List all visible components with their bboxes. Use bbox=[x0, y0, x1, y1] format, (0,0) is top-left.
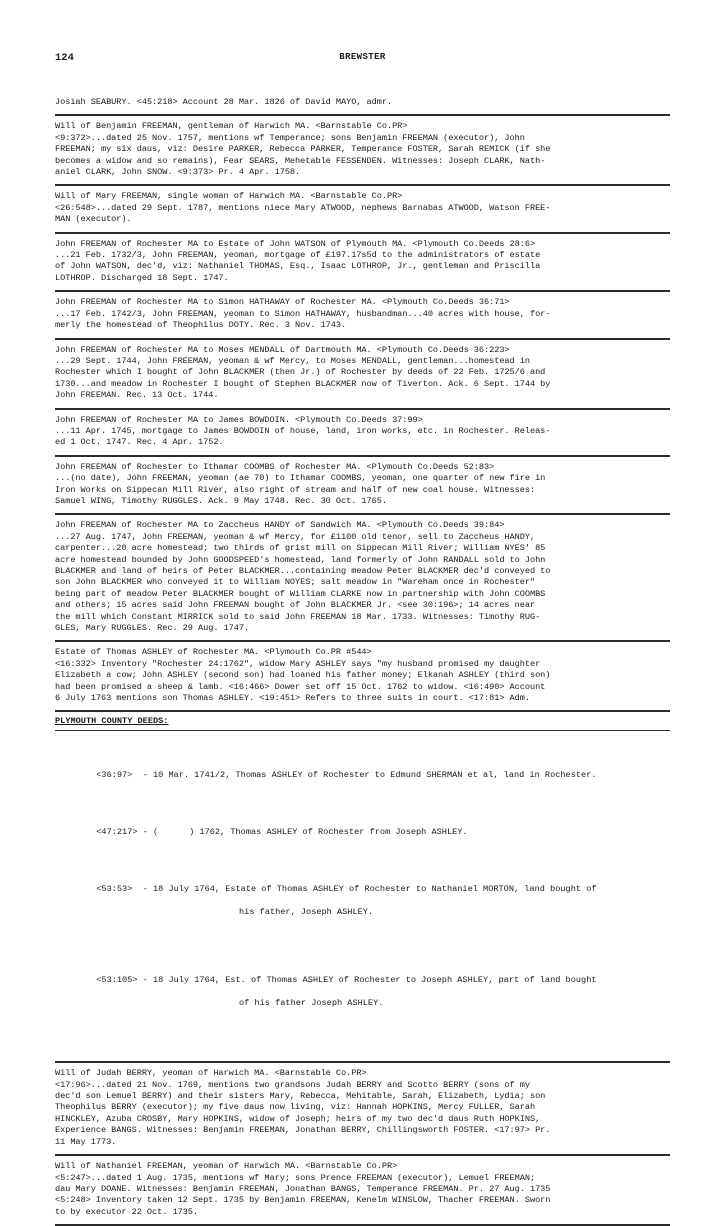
running-title: BREWSTER bbox=[339, 52, 386, 62]
page-number: 124 bbox=[55, 52, 74, 64]
deed-line: <47:217> - ( ) 1762, Thomas ASHLEY of Rochester from Joseph ASHLEY. bbox=[96, 827, 468, 838]
record-list bbox=[55, 97, 670, 1226]
deed-row bbox=[55, 873, 670, 941]
section-heading bbox=[55, 712, 670, 729]
record-entry: Will of Nathaniel FREEMAN, yeoman of Harwich MA. <Barnstable Co.PR> <5:247>...dated 1 Aug. 1735, mentions wf Mary; sons Prence FREEMAN (executor), Lemuel FREEMAN; dau Mary DOANE. Witnesses: Benjamin FREEMAN, Jonathan BANGS, Temperance FREEMAN. Pr. 27 Aug. 1735 <5:248> Inventory taken 12 Sept. 1735 by Benjamin FREEMAN, Kenelm WINSLOW, Thacher FREEMAN. Sworn to by executor 22 Oct. 1735. bbox=[55, 1161, 551, 1217]
deed-line: <36:97> - 10 Mar. 1741/2, Thomas ASHLEY of Rochester to Edmund SHERMAN et al, land in Rochester. bbox=[96, 770, 597, 781]
record-entry: Will of Mary FREEMAN, single woman of Harwich MA. <Barnstable Co.PR> <26:548>...dated 29 Sept. 1787, mentions niece Mary ATWOOD, nephews Barnabas ATWOOD, Watson FREE- MAN (executor). bbox=[55, 191, 551, 225]
record-entry: John FREEMAN of Rochester MA to Estate of John WATSON of Plymouth MA. <Plymouth Co.Deeds 28:6> ...21 Feb. 1732/3, John FREEMAN, yeoman, mortgage of £197.17s5d to the administrators of estate of John WATSON, dec'd, viz: Nathaniel THOMAS, Esq., Isaac LOTHROP, Jr., gentleman and Priscilla LOTHROP. Discharged 18 Sept. 1747. bbox=[55, 238, 541, 283]
deed-line-continuation: his father, Joseph ASHLEY. bbox=[239, 906, 374, 917]
page-header bbox=[55, 52, 670, 68]
deed-line: <53:105> - 18 July 1764, Est. of Thomas ASHLEY of Rochester to Joseph ASHLEY, part of land bought bbox=[96, 975, 597, 986]
record-entry: Josiah SEABURY. <45:218> Account 28 Mar. 1826 of David MAYO, admr. bbox=[55, 97, 393, 107]
deed-list bbox=[55, 731, 670, 1061]
record-entry: John FREEMAN of Rochester to Ithamar COOMBS of Rochester MA. <Plymouth Co.Deeds 52:83> ...(no date), John FREEMAN, yeoman (ae 70) to Ithamar COOMBS, yeoman, one quarter of new fire in Iron Works on Sippecan Mill River, also right of stream and half of new coal house. Witnesses: Samuel WING, Timothy RUGGLES. Ack. 9 May 1748. Rec. 30 Oct. 1765. bbox=[55, 461, 546, 506]
record-entry: Will of Judah BERRY, yeoman of Harwich MA. <Barnstable Co.PR> <17:96>...dated 21 Nov. 1769, mentions two grandsons Judah BERRY and Scotto BERRY (sons of my dec'd son Lemuel BERRY) and their sisters Mary, Rebecca, Mehitable, Sarah, Elizabeth, Lydia; son Theophilus BERRY (executor); my five daus now living, viz: Hannah HOPKINS, Mercy FULLER, Sarah HINCKLEY, Azuba CROSBY, Mary HOPKINS, widow of Joseph; heirs of my two dec'd daus Ruth HOPKINS, Experience BANGS. Witnesses: Benjamin FREEMAN, Jonathan BERRY, Chillingsworth FOSTER. <17:97> Pr. 11 May 1773. bbox=[55, 1068, 551, 1147]
deeds-heading-text: PLYMOUTH COUNTY DEEDS: bbox=[55, 716, 169, 727]
record-entry: John FREEMAN of Rochester MA to Simon HATHAWAY of Rochester MA. <Plymouth Co.Deeds 36:71> ...17 Feb. 1742/3, John FREEMAN, yeoman to Simon HATHAWAY, husbandman...40 acres with house, for- merly the homestead of Theophilus DOTY. Rec. 3 Nov. 1743. bbox=[55, 297, 551, 331]
record-entry: John FREEMAN of Rochester MA to Zaccheus HANDY of Sandwich MA. <Plymouth Co.Deeds 39:84> ...27 Aug. 1747, John FREEMAN, yeoman & wf Mercy, for £1100 old tenor, sell to Zaccheus HANDY, carpenter...20 acre homestead; two thirds of grist mill on Sippecan Mill River; William NYES' 85 acre homestead bounded by John GOODSPEED's homestead, land formerly of John RANDALL sold to John BLACKMER and land of heirs of Peter BLACKMER...containing meadow Peter BLACKMER dec'd conveyed to son John BLACKMER who conveyed it to William NOYES; salt meadow in "Wareham once in Rochester" being part of meadow Peter BLACKMER bought of William CLARKE now in partnership with John COOMBS and others; 15 acres said John FREEMAN bought of John BLACKMER Jr. <see 30:196>; 14 acres near the mill which Constant MIRRICK sold to said John FREEMAN 18 Mar. 1733. Witnesses: Timothy RUG- GLES, Mary RUGGLES. Rec. 29 Aug. 1747. bbox=[55, 520, 551, 634]
record-entry: John FREEMAN of Rochester MA to Moses MENDALL of Dartmouth MA. <Plymouth Co.Deeds 36:223> ...29 Sept. 1744, John FREEMAN, yeoman & wf Mercy, to Moses MENDALL, gentleman...homestead in Rochester which I bought of John BLACKMER (then Jr.) of Rochester by deeds of 22 Feb. 1725/6 and 1730...and meadow in Rochester I bought of Stephen BLACKMER now of Tiverton. Ack. 6 Sept. 1744 by John FREEMAN. Rec. 13 Oct. 1744. bbox=[55, 344, 551, 401]
record-entry: John FREEMAN of Rochester MA to James BOWDOIN. <Plymouth Co.Deeds 37:99> ...11 Apr. 1745, mortgage to James BOWDOIN of house, land, iron works, etc. in Rochester. Releas- ed 1 Oct. 1747. Rec. 4 Apr. 1752. bbox=[55, 414, 551, 448]
deed-line: <53:53> - 18 July 1764, Estate of Thomas ASHLEY of Rochester to Nathaniel MORTON, land bought of bbox=[96, 884, 597, 895]
record-entry: Estate of Thomas ASHLEY of Rochester MA. <Plymouth Co.PR #544> <16:332> Inventory "Rochester 24:1762", widow Mary ASHLEY says "my husband promised my daughter Elizabeth a cow; John ASHLEY (second son) had loaned his father money; Elkanah ASHLEY (third son) had been promised a sheep & lamb. <16:466> Dower set off 15 Oct. 1762 to widow. <16:490> Account 6 July 1763 mentions son Thomas ASHLEY. <19:451> Refers to three suits in court. <17:81> Adm. bbox=[55, 647, 551, 704]
record-entry: Will of Benjamin FREEMAN, gentleman of Harwich MA. <Barnstable Co.PR> <9:372>...dated 25 Nov. 1757, mentions wf Temperance; sons Benjamin FREEMAN (executor), John FREEMAN; my six daus, viz: Desire PARKER, Rebecca PARKER, Temperance FOSTER, Sarah REMICK (if she becomes a widow and so remains), Fear SEARS, Mehetable FESSENDEN. Witnesses: Joseph CLARK, Nath- aniel CLARK, John SNOW. <9:373> Pr. 4 Apr. 1758. bbox=[55, 121, 551, 178]
deed-row bbox=[55, 964, 670, 1032]
deed-line-continuation: of his father Joseph ASHLEY. bbox=[239, 998, 384, 1009]
deed-row bbox=[55, 759, 670, 793]
deed-row bbox=[55, 816, 670, 850]
